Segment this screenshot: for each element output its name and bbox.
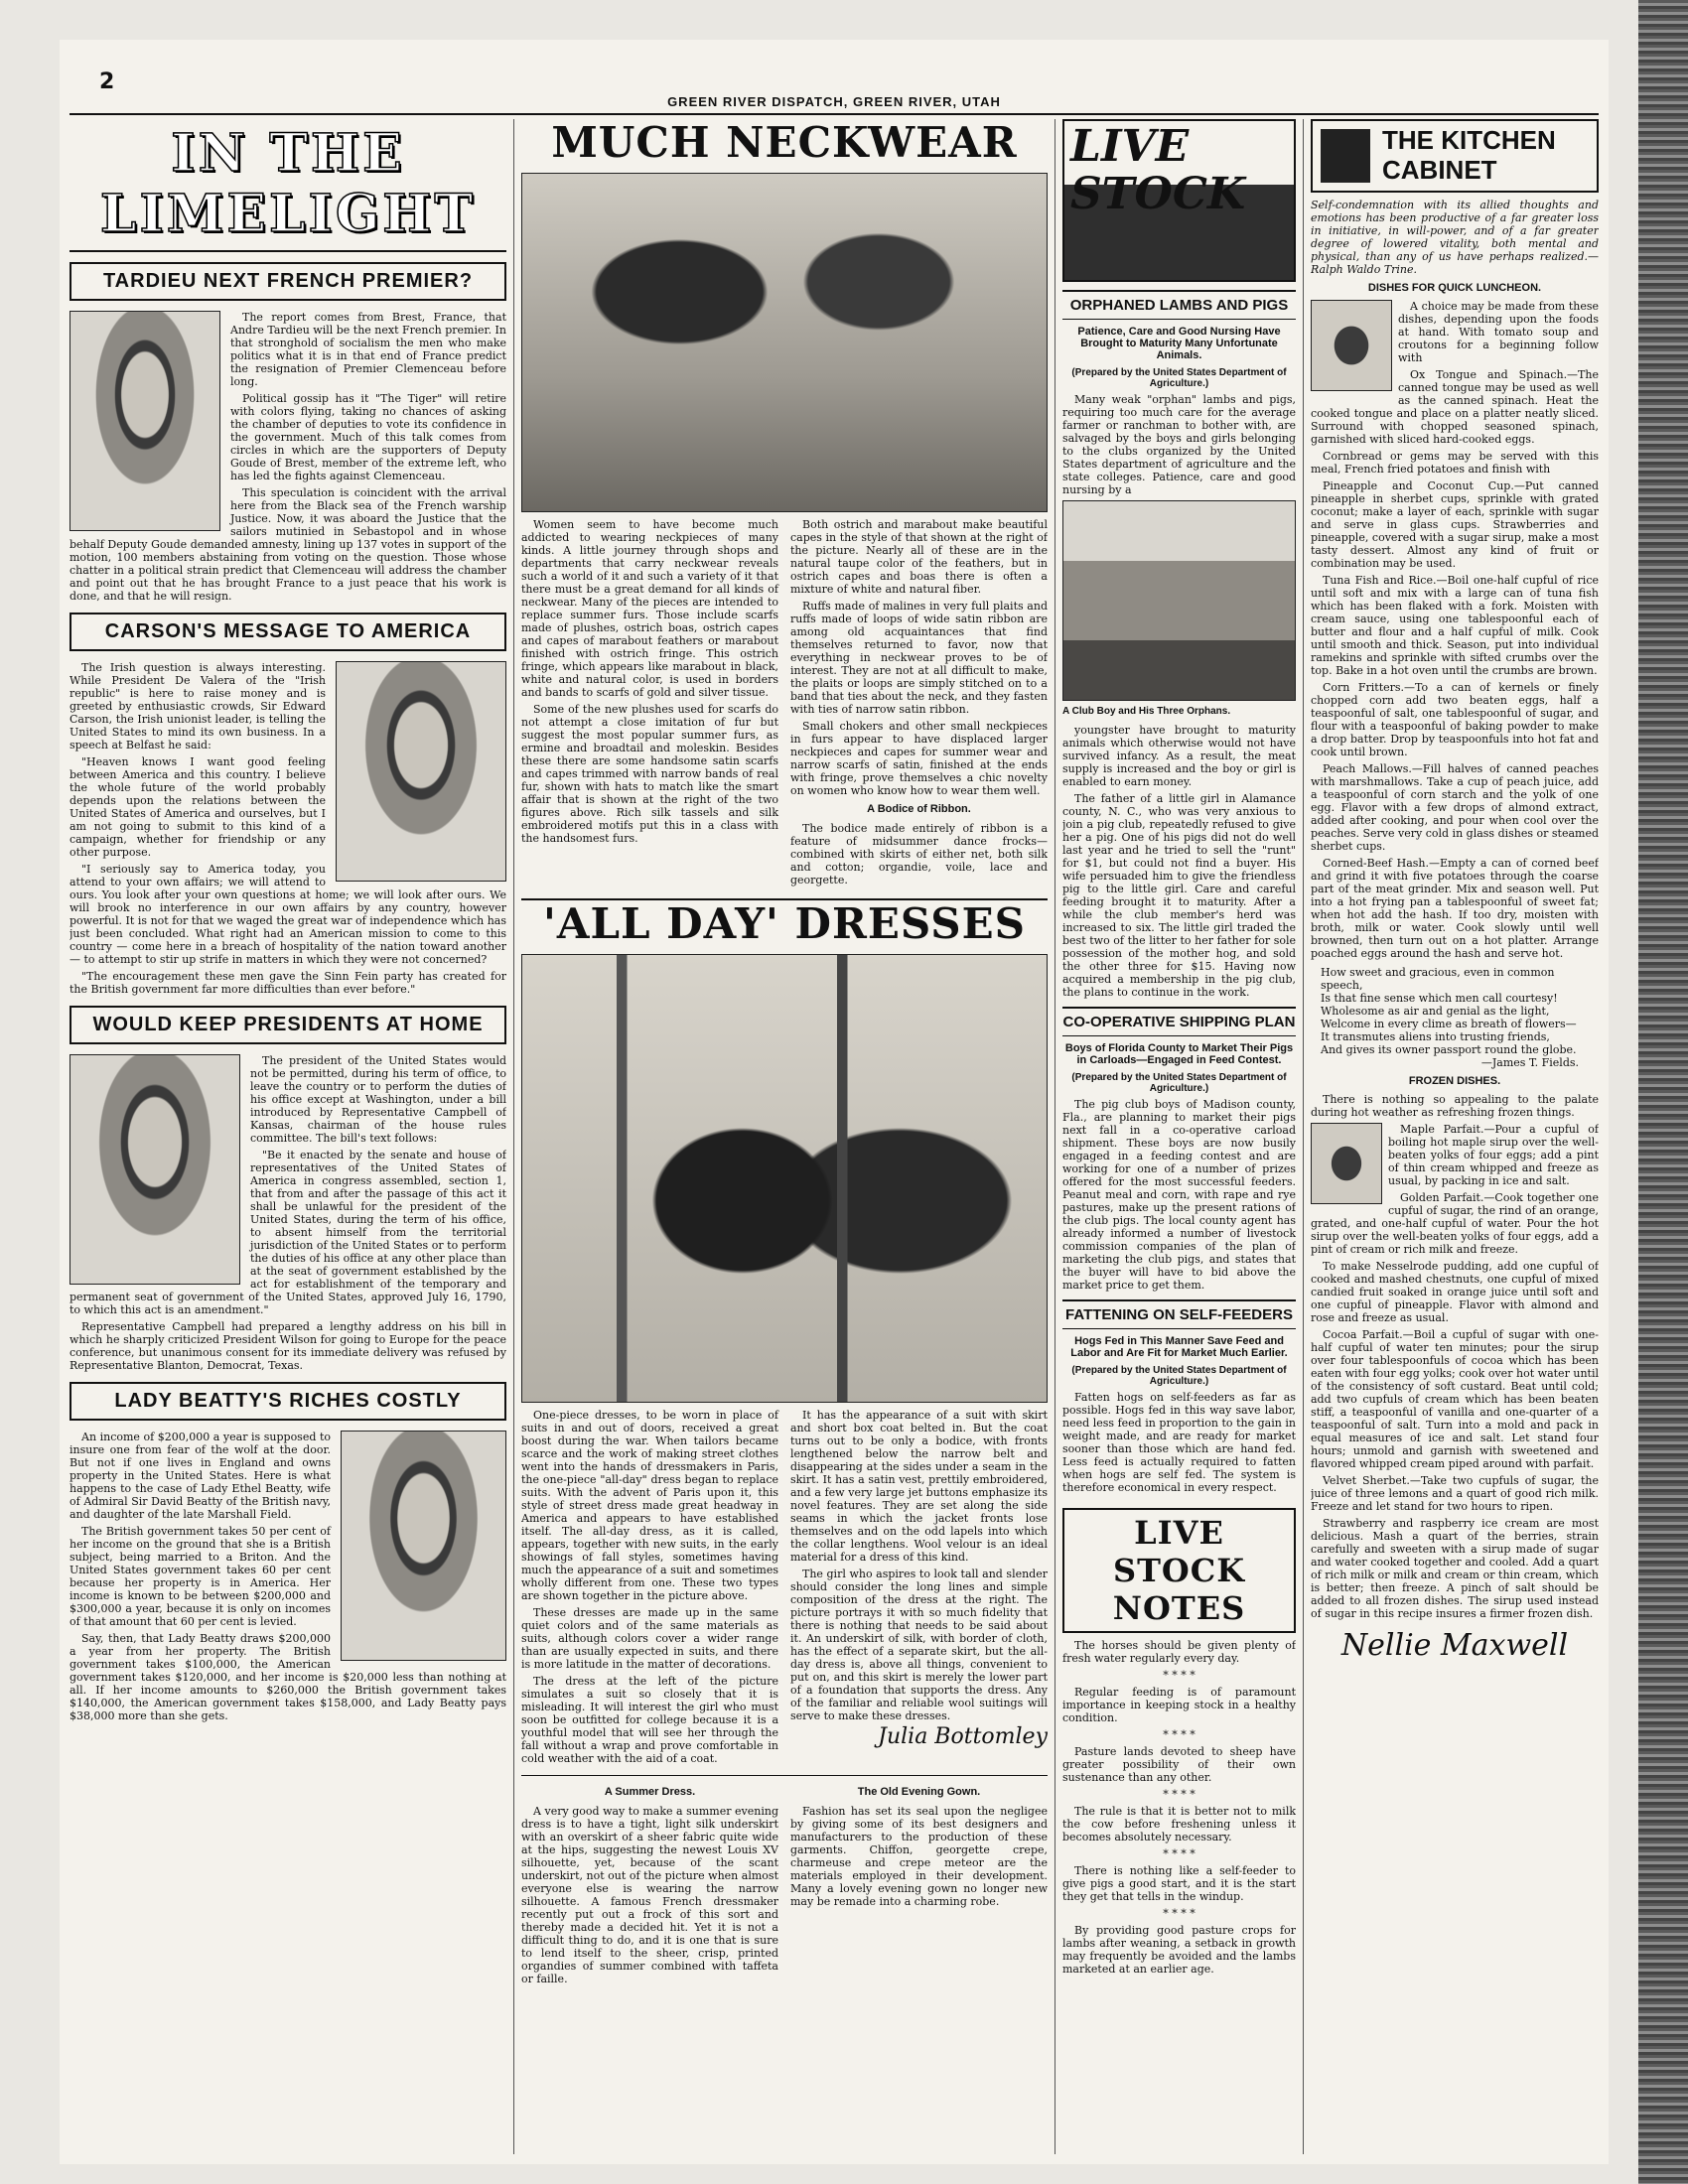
frozen-article — [1311, 1093, 1599, 1620]
dresses-article — [521, 1409, 1048, 1769]
frozen-p3: Golden Parfait.—Cook together one cupful of sugar, the rind of an orange, grated, and one-half cupful of water. Pour the hot sirup over the well-beaten yolks of four eggs, add a pint of cream or rich milk and freeze. — [1311, 1191, 1599, 1256]
tardieu-headline: TARDIEU NEXT FRENCH PREMIER? — [70, 262, 506, 301]
poem-attribution: —James T. Fields. — [1480, 1056, 1579, 1069]
presidents-headline: WOULD KEEP PRESIDENTS AT HOME — [70, 1006, 506, 1044]
column-livestock — [1062, 119, 1296, 2164]
carson-portrait — [336, 661, 506, 882]
frozen-p1: There is nothing so appealing to the palate during hot weather as refreshing frozen things. — [1311, 1093, 1599, 1119]
lunch-p6: Corn Fritters.—To a can of kernels or finely chopped corn add two beaten eggs, half a teaspoonful of salt, one tablespoonful of sugar, and flour with a teaspoonful of baking powder to make a drop batter. Drop by teaspoonfuls into hot fat and cook until brown. — [1311, 681, 1599, 758]
poem-line: And gives its owner passport round the globe. — [1321, 1043, 1577, 1056]
frozen-p7: Strawberry and raspberry ice cream are most delicious. Mash a quart of the berries, strain carefully and sweeten with a sirup made of sugar and water cooked together and cooled. Add a quart of rich milk or milk and cream or thin cream, which is better; then freeze. A pinch of salt should be added to all frozen dishes. The sirup used instead of sugar in this recipe insures a firmer frozen dish. — [1311, 1517, 1599, 1620]
presidents-p1: The president of the United States would not be permitted, during his term of office, to leave the country or to perform the duties of his office except at Washington, under a bill introduced by Representative Campbell of Kansas, chairman of the house rules committee. The bill's text follows: — [250, 1054, 506, 1145]
newspaper-page — [60, 40, 1609, 2164]
fattening-headline: FATTENING ON SELF-FEEDERS — [1062, 1299, 1296, 1329]
dresses-p3: The dress at the left of the picture simulates a suit so closely that it is misleading. It will interest the girl who must soon be outfitted for college because it is a youthful model that will see her through the fall without a wrap and prove comfortable in cold weather with the aid of a coat. — [521, 1675, 778, 1765]
cabinet-icon — [1321, 129, 1370, 183]
tardieu-portrait — [70, 311, 220, 531]
column-fashion — [521, 119, 1048, 2164]
kitchen-cabinet-banner — [1311, 119, 1599, 193]
presidents-article — [70, 1054, 506, 1372]
beatty-portrait — [341, 1431, 506, 1661]
lunch-p1: A choice may be made from these dishes, depending upon the foods at hand. With tomato soup and croutons for a beginning follow with — [1398, 300, 1599, 364]
carson-p2: "Heaven knows I want good feeling between America and this country. I believe the whole future of the world probably depends upon the relations between the United States of America and ourselves, but I am not going to submit to this kind of a campaign, whether for friendship or any other purpose. — [70, 755, 326, 859]
poem-line: Welcome in every clime as breath of flowers— — [1321, 1018, 1577, 1030]
fattening-article — [1062, 1391, 1296, 1494]
orphaned-credit: (Prepared by the United States Department of Agriculture.) — [1071, 367, 1287, 389]
coop-credit: (Prepared by the United States Department of Agriculture.) — [1071, 1072, 1287, 1094]
tardieu-article — [70, 311, 506, 603]
page-number: 2 — [99, 69, 115, 94]
note-4: The rule is that it is better not to milk the cow before freshening unless it becomes absolutely necessary. — [1062, 1805, 1296, 1843]
poem-line: It transmutes aliens into trusting friends, — [1321, 1030, 1550, 1043]
column-kitchen-cabinet — [1311, 119, 1599, 2164]
summer-dress-article — [521, 1775, 1048, 1989]
kitchen-motto: Self-condemnation with its allied thoughts and emotions has been productive of a far greater loss in initiative, in will-power, and of a far greater degree of lowered vitality, both mental and physical, than any of us have perhaps realized.—Ralph Waldo Trine. — [1311, 199, 1599, 276]
separator-stars: * * * * — [1163, 1907, 1196, 1920]
presidents-p3: Representative Campbell had prepared a lengthy address on his bill in which he sharply criticized President Wilson for going to Europe for the peace conference, but unanimous consent for its immediate delivery was refused by Representative Blanton, Democrat, Texas. — [70, 1320, 506, 1372]
livestock-notes-banner: LIVE STOCK NOTES — [1062, 1508, 1296, 1633]
evening-gown-subhead: The Old Evening Gown. — [857, 1786, 981, 1798]
orphaned-deck: Patience, Care and Good Nursing Have Brought to Maturity Many Unfortunate Animals. — [1077, 326, 1281, 361]
beatty-p2: The British government takes 50 per cent of her income on the ground that she is a British subject, being married to a Briton. And the United States government takes 60 per cent because her property is in America. Her income is known to be between $200,000 and $300,000 a year, because it is only on incomes of that amount that 60 per cent is levied. — [70, 1525, 331, 1628]
lunch-article — [1311, 300, 1599, 960]
bodice-subhead: A Bodice of Ribbon. — [867, 803, 971, 815]
poem-line: How sweet and gracious, even in common speech, — [1321, 966, 1555, 992]
separator-stars: * * * * — [1163, 1669, 1196, 1682]
tardieu-p3: This speculation is coincident with the arrival here from the Black sea of the French warship Justice. Now, it was aboard the Justice that the sailors mutinied in Sebastopol and in whose behalf Deputy Goude demanded amnesty, lining up 137 votes in support of the motion, 100 members abstaining from voting on the question. Those whose chatter in a political strain predict that Clemenceau will address the chamber and point out that he has brought France to a just peace that his work is done, and that he will resign. — [70, 486, 506, 603]
bottomley-signature: Julia Bottomley — [878, 1724, 1048, 1749]
separator-stars: * * * * — [1163, 1847, 1196, 1860]
fattening-credit: (Prepared by the United States Department of Agriculture.) — [1071, 1365, 1287, 1387]
kitchen-cabinet-title: THE KITCHEN CABINET — [1382, 125, 1556, 185]
carson-p3: "I seriously say to America today, you attend to your own affairs; we will attend to ours. You look after your own questions at home; we will look after ours. We will brook no interference in our own affairs by any country, however powerful. It is not for that we waged the great war of independence which has just been concluded. What right had an American mission to come to this country — come here in a breach of hospitality of the nation toward another — to attempt to stir up strife in matters in which they were not concerned? — [70, 863, 506, 966]
column-divider — [1303, 119, 1304, 2154]
coop-article — [1062, 1098, 1296, 1292]
neckwear-illustration — [521, 173, 1048, 512]
separator-stars: * * * * — [1163, 1728, 1196, 1741]
summer-p2: Fashion has set its seal upon the negligee by giving some of its best designers and manufacturers to the production of these garments. Chiffon, georgette crepe, charmeuse and crepe meteor are the materials employed in their development. Many a lovely evening gown no longer new may be remade into a charming robe. — [790, 1805, 1048, 1908]
coop-deck: Boys of Florida County to Market Their Pigs in Carloads—Engaged in Feed Contest. — [1064, 1042, 1294, 1066]
note-6: By providing good pasture crops for lambs after weaning, a setback in growth may frequently be avoided and the lambs marketed at an earlier age. — [1062, 1924, 1296, 1976]
frozen-p6: Velvet Sherbet.—Take two cupfuls of sugar, the juice of three lemons and a quart of good rich milk. Freeze and let stand for two hours to ripen. — [1311, 1474, 1599, 1513]
column-divider — [513, 119, 514, 2154]
lunch-p5: Tuna Fish and Rice.—Boil one-half cupful of rice until soft and mix with a large can of tuna fish which has been flaked with a fork. Moisten with cream sauce, using one tablespoonful each of butter and flour and a half cupful of milk. Cook until smooth and thick. Season, put into individual ramekins and sprinkle with sifted crumbs over the top. Bake in a hot oven until the crumbs are brown. — [1311, 574, 1599, 677]
fattening-p1: Fatten hogs on self-feeders as far as possible. Hogs fed in this way save labor, need less feed in proportion to the gain in weight made, and are ready for market sooner than those which are hand fed. Less feed is actually required to fatten when hogs are self fed. The system is therefore economical in every respect. — [1062, 1391, 1296, 1494]
limelight-banner: IN THE LIMELIGHT — [70, 119, 506, 252]
dresses-p5: The girl who aspires to look tall and slender should consider the long lines and simple composition of the dress at the right. The picture portrays it with so much fidelity that there is nothing that needs to be said about it. An underskirt of silk, with border of cloth, has the effect of a separate skirt, but the all-day dress is, above all things, convenient to put on, and this skirt is merely the lower part of a foundation that supports the dress. Any of the familiar and reliable wool suitings will serve to make these dresses. — [790, 1568, 1048, 1722]
coop-headline: CO-OPERATIVE SHIPPING PLAN — [1062, 1007, 1296, 1036]
separator-stars: * * * * — [1163, 1788, 1196, 1801]
tardieu-p2: Political gossip has it "The Tiger" will retire with colors flying, taking no chances of asking the chamber of deputies to vote its confidence in the government. Much of this talk comes from circles in which are the supporters of Deputy Goude of Brest, member of the extreme left, who has led the fights against Clemenceau. — [230, 392, 506, 482]
beatty-p3: Say, then, that Lady Beatty draws $200,000 a year from her property. The British government takes $100,000, the American government takes $120,000, and her income is $20,000 less than nothing at all. If her income amounts to $260,000 the British government takes $140,000, the American government takes $158,000, and Lady Beatty pays $38,000 more than she gets. — [70, 1632, 506, 1722]
carson-article — [70, 661, 506, 996]
lunch-p3: Cornbread or gems may be served with this meal, French fried potatoes and finish with — [1311, 450, 1599, 476]
poem-line: Wholesome as air and genial as the light, — [1321, 1005, 1550, 1018]
club-boy-photo — [1062, 500, 1296, 701]
club-boy-caption: A Club Boy and His Three Orphans. — [1062, 706, 1231, 717]
carson-p4: "The encouragement these men gave the Sinn Fein party has created for the British government far more difficulties than ever before." — [70, 970, 506, 996]
lunch-p7: Peach Mallows.—Fill halves of canned peaches with marshmallows. Take a cup of peach juice, add a teaspoonful of corn starch and the yolk of one egg. Flavor with a few drops of almond extract, added after cooking, and pour when cool over the peaches. Serve very cold in glass dishes or steamed sherbet cups. — [1311, 762, 1599, 853]
masthead-rule — [70, 113, 1599, 115]
neckwear-p3: Both ostrich and marabout make beautiful capes in the style of that shown at the right of the picture. Nearly all of these are in the natural taupe color of the feathers, but in ostrich capes and boas there is often a mixture of white and natural fiber. — [790, 518, 1048, 596]
neckwear-p2: Some of the new plushes used for scarfs do not attempt a close imitation of fur but suggest the most popular summer furs, as ermine and broadtail and moleskin. Besides these there are some handsome satin scarfs and capes trimmed with narrow bands of real fur, shown with hats to match like the smart affair that is shown at the right of the two figures above. Rich silk tassels and silk embroidered motifs put this in a class with the handsomest furs. — [521, 703, 778, 845]
presidents-p2: "Be it enacted by the senate and house of representatives of the United States of America in congress assembled, section 1, that from and after the passage of this act it shall be unlawful for the president of the United States, during the term of his office, to absent himself from the territorial jurisdiction of the United States or to perform the duties of his office at any other place than at the seat of government established by the act for establishment of the temporary and permanent seat of government of the United States, approved July 16, 1790, to which this act is an amendment." — [70, 1149, 506, 1316]
note-1: The horses should be given plenty of fresh water regularly every day. — [1062, 1639, 1296, 1665]
dish-illustration — [1311, 300, 1392, 391]
summer-dress-subhead: A Summer Dress. — [604, 1786, 696, 1798]
frozen-p4: To make Nesselrode pudding, add one cupful of cooked and mashed chestnuts, one cupful of mixed candied fruit soaked in orange juice until soft and one cupful of pineapple. Flavor with almond and rose and freeze as usual. — [1311, 1260, 1599, 1324]
orphaned-p1: Many weak "orphan" lambs and pigs, requiring too much care for the average farmer or ranchman to bother with, are salvaged by the boys and girls belonging to the clubs organized by the United States department of agriculture and the state colleges. Patience, care and good nursing by a — [1062, 393, 1296, 496]
summer-p1: A very good way to make a summer evening dress is to have a tight, light silk underskirt with an overskirt of a sheer fabric quite wide at the hips, suggesting the newest Louis XV silhouette, yet, because of the scant underskirt, not out of the picture when almost everyone else is wearing the narrow silhouette. A famous French dressmaker recently put out a frock of this sort and thereby made a decided hit. Yet it is not a difficult thing to do, and it is one that is sure to lend itself to the sheer, crisp, printed organdies of summer combined with taffeta or faille. — [521, 1805, 778, 1985]
beatty-p1: An income of $200,000 a year is supposed to insure one from fear of the wolf at the door. But not if one lives in England and owns property in the United States. Here is what happens to the case of Lady Ethel Beatty, wife of Admiral Sir David Beatty of the British navy, and daughter of the late Marshall Field. — [70, 1431, 331, 1521]
orphaned-p2: youngster have brought to maturity animals which otherwise would not have survived infancy. As a result, the meat supply is increased and the boy or girl is enabled to earn money. — [1062, 724, 1296, 788]
beatty-article — [70, 1431, 506, 1722]
dresses-p2: These dresses are made up in the same quiet colors and of the same materials as suits, although colors cover a wider range than are usually expected in suits, and there is more latitude in the matter of decorations. — [521, 1606, 778, 1671]
poem-line: Is that fine sense which men call courtesy! — [1321, 992, 1558, 1005]
livestock-title: LIVE STOCK — [1070, 121, 1246, 219]
masthead: GREEN RIVER DISPATCH, GREEN RIVER, UTAH — [667, 94, 1001, 109]
fattening-deck: Hogs Fed in This Manner Save Feed and Labor and Are Fit for Market Much Earlier. — [1070, 1335, 1288, 1359]
frozen-headline: FROZEN DISHES. — [1408, 1075, 1501, 1087]
carson-headline: CARSON'S MESSAGE TO AMERICA — [70, 613, 506, 651]
beatty-headline: LADY BEATTY'S RICHES COSTLY — [70, 1382, 506, 1421]
neckwear-p6: The bodice made entirely of ribbon is a feature of midsummer dance frocks—combined with skirts of either net, both silk and cotton; organdie, voile, lace and georgette. — [790, 822, 1048, 887]
lunch-p4: Pineapple and Coconut Cup.—Put canned pineapple in sherbet cups, sprinkle with grated coconut; make a layer of each, sprinkle with sugar and serve in glass cups. Strawberries and pineapple, covered with a sugar sirup, make a most tasty dessert. Almost any kind of fruit or combination may be used. — [1311, 479, 1599, 570]
lunch-headline: DISHES FOR QUICK LUNCHEON. — [1367, 282, 1542, 294]
coop-p1: The pig club boys of Madison county, Fla., are planning to market their pigs next fall in a co-operative carload shipment. These boys are now busily engaged in a feeding contest and are working for one of a number of prizes offered for the most successful feeders. Peanut meal and corn, with rape and rye pastures, make up the present rations of the club pigs. The local county agent has already informed a number of livestock commission companies of the plan of marketing the club pigs, and states that the buyer will have to bid above the market price to get them. — [1062, 1098, 1296, 1292]
dresses-p4: It has the appearance of a suit with skirt and short box coat belted in. But the coat turns out to be only a bodice, with fronts lengthened below the narrow belt and disappearing at the sides under a seam in the skirt. It has a satin vest, prettily embroidered, and a few very large jet buttons emphasize its novel features. They are set along the side seams in which the jacket fronts lose themselves and on the odd lapels into which the collar lengthens. Wool velour is an ideal material for a dress of this kind. — [790, 1409, 1048, 1564]
note-3: Pasture lands devoted to sheep have greater possibility of their own sustenance than any other. — [1062, 1745, 1296, 1784]
neckwear-p1: Women seem to have become much addicted to wearing neckpieces of many kinds. A little journey through shops and departments that carry neckwear reveals such a world of it and such a variety of it that there must be a great demand for all kinds of neckwear. Many of the pieces are intended to replace summer furs. Those include scarfs made of plushes, ostrich boas, ostrich capes and capes of marabout feathers or marabout finished with ostrich fringe. This ostrich fringe, which appears like marabout in black, white and natural color, is used in borders and bands to scarfs of gold and silver tissue. — [521, 518, 778, 699]
frozen-p2: Maple Parfait.—Pour a cupful of boiling hot maple sirup over the well-beaten yolks of four eggs; add a pint of thin cream whipped and freeze as usual, by packing in ice and salt. — [1388, 1123, 1599, 1187]
carson-p1: The Irish question is always interesting. While President De Valera of the "Irish republic" is here to raise money and is greeted by enthusiastic crowds, Sir Edward Carson, the Irish unionist leader, is telling the United States to mind its own business. In a speech at Belfast he said: — [70, 661, 326, 751]
courtesy-poem — [1321, 966, 1599, 1069]
lunch-p2: Ox Tongue and Spinach.—The canned tongue may be used as well as the canned spinach. Heat the cooked tongue and place on a platter neatly sliced. Surround with chopped seasoned spinach, garnished with sliced hard-cooked eggs. — [1311, 368, 1599, 446]
scan-edge — [1638, 0, 1688, 2184]
orphaned-article — [1062, 393, 1296, 999]
dresses-headline: 'ALL DAY' DRESSES — [521, 898, 1048, 948]
neckwear-headline: MUCH NECKWEAR — [551, 119, 1018, 167]
neckwear-article — [521, 518, 1048, 890]
dresses-illustration — [521, 954, 1048, 1403]
parfait-illustration — [1311, 1123, 1382, 1204]
campbell-portrait — [70, 1054, 240, 1285]
livestock-notes — [1062, 1639, 1296, 1976]
column-limelight — [70, 119, 506, 2164]
maxwell-signature: Nellie Maxwell — [1340, 1628, 1569, 1663]
neckwear-p5: Small chokers and other small neckpieces in furs appear to have displaced larger neckpieces and capes for summer wear and narrow scarfs of satin, finished at the ends with fringe, prove themselves a chic novelty on women who know how to wear them well. — [790, 720, 1048, 797]
frozen-p5: Cocoa Parfait.—Boil a cupful of sugar with one-half cupful of water ten minutes; pour the sirup over four tablespoonfuls of cocoa which has been eaten with four egg yolks; cook over hot water until of the consistency of soft custard. Beat until cold; add two cupfuls of cream which has been beaten stiff, a teaspoonful of vanilla and one-quarter of a teaspoonful of salt. Turn into a mold and pack in equal measures of ice and salt. Let stand four hours; unmold and garnish with sweetened and flavored whipped cream piped around with parfait. — [1311, 1328, 1599, 1470]
tardieu-p1: The report comes from Brest, France, that Andre Tardieu will be the next French premier. In that stronghold of socialism the men who make politics what it is in that end of France predict the resignation of Premier Clemenceau before long. — [230, 311, 506, 388]
neckwear-p4: Ruffs made of malines in very full plaits and ruffs made of loops of wide satin ribbon are among old acquaintances that find themselves returned to favor, now that everything in neckwear proves to be of interest. They are not at all difficult to make, the plaits or loops are simply stitched on to a band that ties about the neck, and they fasten with ties of narrow satin ribbon. — [790, 600, 1048, 716]
orphaned-p3: The father of a little girl in Alamance county, N. C., who was very anxious to join a pig club, repeatedly refused to give her a pig. One of his pigs did not do well last year and he tried to sell the "runt" for $1, but could not find a buyer. His wife persuaded him to give the friendless pig to the little girl. Care and careful feeding brought it to maturity. After a while the club member's herd was increased to six. The little girl traded the best two of the litter to her father for sole possession of the mother hog, and sold the other three for $15. Having now acquired a membership in the pig club, the plans to continue in the work. — [1062, 792, 1296, 999]
orphaned-headline: ORPHANED LAMBS AND PIGS — [1062, 290, 1296, 320]
livestock-banner — [1062, 119, 1296, 282]
lunch-p8: Corned-Beef Hash.—Empty a can of corned beef and grind it with five potatoes through the coarse part of the meat grinder. Mix and season well. Put into a hot frying pan a tablespoonful of sweet fat; when hot add the hash. If too dry, moisten with broth, milk or water. Cook slowly until well browned, then turn out on a hot platter. Arrange poached eggs around the hash and serve hot. — [1311, 857, 1599, 960]
note-2: Regular feeding is of paramount importance in keeping stock in a healthy condition. — [1062, 1686, 1296, 1724]
dresses-p1: One-piece dresses, to be worn in place of suits in and out of doors, received a great boost during the war. When tailors became scarce and the work of making street clothes went into the hands of dressmakers in Paris, the one-piece "all-day" dress began to replace suits. With the advent of Paris upon it, this style of street dress made great headway in America and appears to have established itself. The all-day dress, as it is called, appears, together with new suits, in the early showings of fall styles, sometimes having much the appearance of a suit and sometimes wholly different from one. These two types are shown together in the picture above. — [521, 1409, 778, 1602]
note-5: There is nothing like a self-feeder to give pigs a good start, and it is the start they get that tells in the windup. — [1062, 1864, 1296, 1903]
